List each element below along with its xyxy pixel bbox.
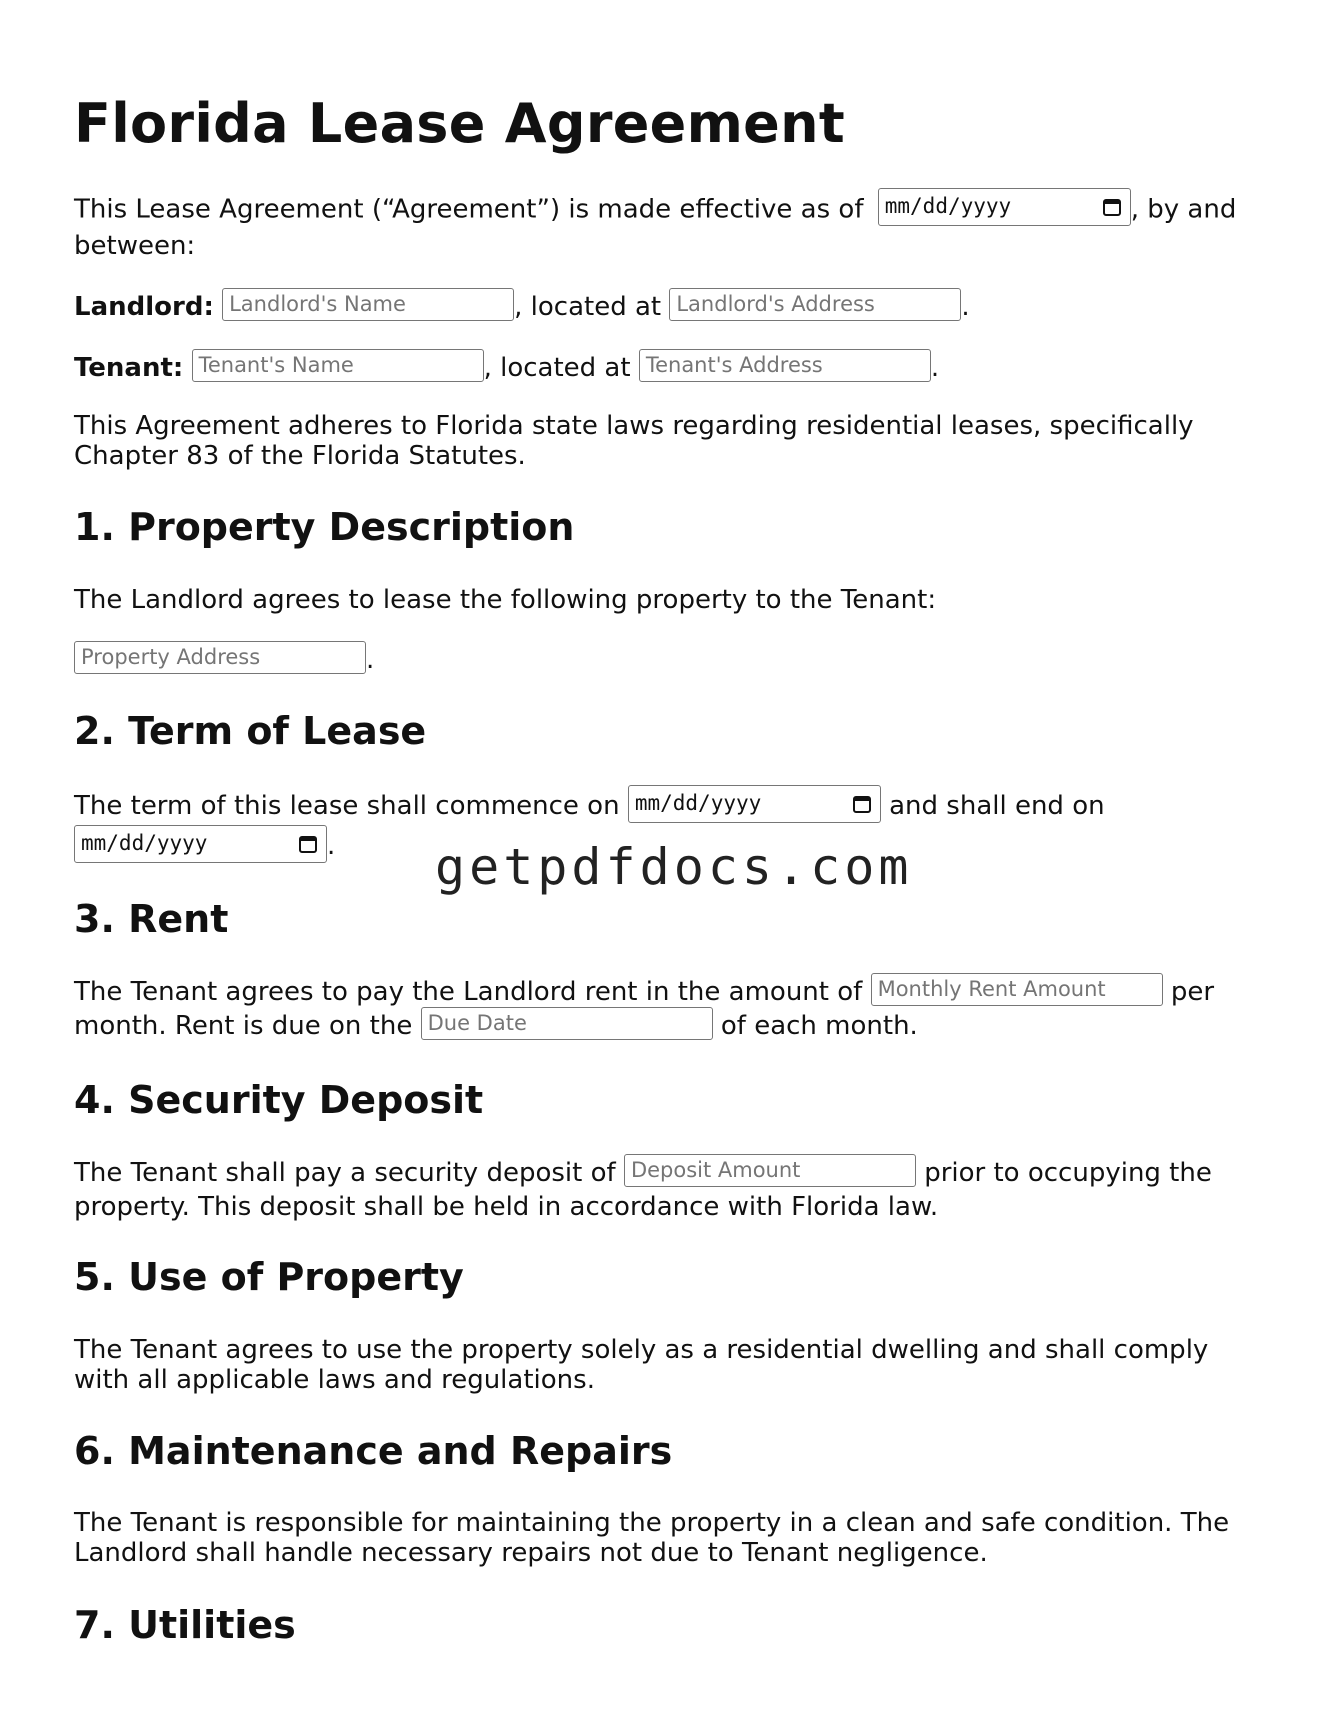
landlord-located-text: , located at [514,292,662,322]
deposit-paragraph: The Tenant shall pay a security deposit of Deposit Amount prior to occupying the property. This deposit shall be held in accordance with Florida law. [74,1156,1264,1224]
section-heading-rent: 3. Rent [74,897,229,941]
tenant-line: Tenant: Tenant's Name , located at Tenant's Address . [74,351,1264,385]
section-heading-term: 2. Term of Lease [74,709,427,753]
tenant-located-text: , located at [483,353,631,383]
intro-text-after: , by and between: [74,194,1237,261]
use-paragraph: The Tenant agrees to use the property solely as a residential dwelling and shall comply with all applicable laws and regulations. [74,1335,1209,1395]
landlord-label: Landlord: [74,292,214,322]
section-heading-property: 1. Property Description [74,505,575,549]
calendar-icon[interactable] [1102,197,1122,217]
lease-start-date-input[interactable]: mm/dd/yyyy [628,785,881,823]
rent-paragraph: The Tenant agrees to pay the Landlord rent in the amount of Monthly Rent Amount per month. Rent is due on the Due Date of each month. [74,975,1264,1043]
calendar-icon[interactable] [298,834,318,854]
effective-date-input[interactable]: mm/dd/yyyy [878,188,1131,226]
tenant-label: Tenant: [74,353,184,383]
tenant-address-input[interactable]: Tenant's Address [639,349,931,382]
intro-text: This Lease Agreement (“Agreement”) is made effective as of [74,194,864,225]
calendar-icon[interactable] [852,794,872,814]
term-paragraph: The term of this lease shall commence on mm/dd/yyyy and shall end on mm/dd/yyyy . [74,786,1264,866]
property-address-input[interactable]: Property Address [74,641,366,674]
section-heading-maintenance: 6. Maintenance and Repairs [74,1429,673,1473]
landlord-address-input[interactable]: Landlord's Address [669,288,961,321]
section-heading-deposit: 4. Security Deposit [74,1078,484,1122]
maintenance-paragraph: The Tenant is responsible for maintaining the property in a clean and safe condition. The Landlord shall handle necessary repairs not due to Tenant negligence. [74,1508,1230,1568]
landlord-name-input[interactable]: Landlord's Name [222,288,514,321]
deposit-amount-input[interactable]: Deposit Amount [624,1154,916,1187]
section-heading-utilities: 7. Utilities [74,1603,296,1647]
tenant-name-input[interactable]: Tenant's Name [192,349,484,382]
property-paragraph: The Landlord agrees to lease the following property to the Tenant: [74,585,937,615]
lease-end-date-input[interactable]: mm/dd/yyyy [74,825,327,863]
section-heading-use: 5. Use of Property [74,1255,464,1299]
page-title: Florida Lease Agreement [74,92,845,155]
landlord-line: Landlord: Landlord's Name , located at Landlord's Address . [74,290,1264,324]
intro-paragraph [74,191,1264,263]
law-paragraph: This Agreement adheres to Florida state laws regarding residential leases, specifically Chapter 83 of the Florida Statutes. [74,411,1194,471]
monthly-rent-input[interactable]: Monthly Rent Amount [871,973,1163,1006]
watermark: getpdfdocs.com [435,838,913,896]
property-address-line: Property Address . [74,643,1264,677]
due-date-input[interactable]: Due Date [421,1007,713,1040]
